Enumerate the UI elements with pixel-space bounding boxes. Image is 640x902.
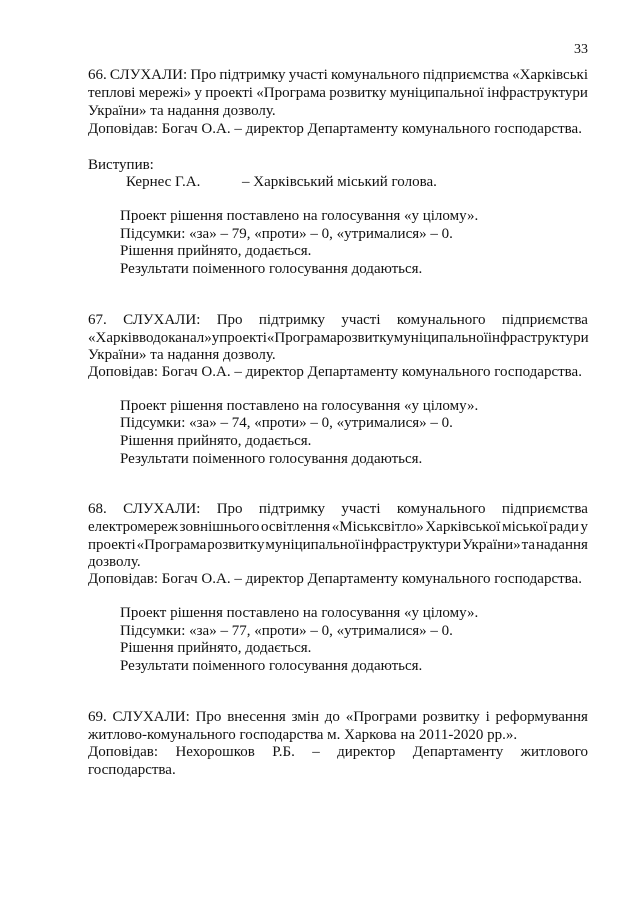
item-66-vote-line-1: Проект рішення поставлено на голосування «у цілому». (120, 208, 479, 224)
item-68-heading-line-3 (88, 536, 588, 554)
word: участі (341, 312, 381, 328)
word: СЛУХАЛИ: (112, 709, 190, 725)
word: інфраструктури (360, 537, 462, 553)
word: України» (462, 537, 521, 553)
word: участі (341, 501, 381, 517)
item-66-heading-line-2 (88, 84, 588, 102)
word: освітлення (261, 519, 331, 535)
word: Департаменту (412, 744, 504, 760)
word: реформування (495, 709, 588, 725)
item-66-vote-line-2: Підсумки: «за» – 79, «проти» – 0, «утрималися» – 0. (120, 226, 453, 242)
word: «Програма (256, 85, 326, 101)
word: підприємства (501, 312, 588, 328)
word: Р.Б. (272, 744, 295, 760)
item-66-speeches-label: Виступив: (88, 157, 154, 173)
word: «Міськсвітло» (331, 519, 424, 535)
word: інфраструктури (487, 330, 589, 346)
word: і (485, 709, 490, 725)
word: комунального (330, 67, 420, 83)
word: розвитку (207, 537, 265, 553)
word: Про (216, 501, 243, 517)
word: інфраструктури (487, 85, 588, 101)
word: внесення (227, 709, 286, 725)
word: у (580, 519, 588, 535)
item-67-vote-line-4: Результати поіменного голосування додаються. (120, 451, 423, 467)
word: ради (549, 519, 579, 535)
item-66-speaker-name: Кернес Г.А. (126, 174, 201, 190)
item-66-heading-line-1 (88, 66, 588, 84)
item-66-vote-line-4: Результати поіменного голосування додаються. (120, 261, 423, 277)
word: комунального (396, 501, 486, 517)
item-67-reporter: Доповідав: Богач О.А. – директор Департаменту комунального господарства. (88, 364, 582, 380)
word: Нехорошков (175, 744, 255, 760)
word: електромереж (88, 519, 179, 535)
word: муніципальної (393, 330, 488, 346)
word: 66. (88, 67, 107, 83)
word: СЛУХАЛИ: (123, 501, 201, 517)
word: комунального (396, 312, 486, 328)
item-67-heading-line-2 (88, 329, 588, 347)
word: підтримку (258, 312, 326, 328)
item-68-heading-line-1 (88, 500, 588, 518)
word: у (194, 85, 202, 101)
item-68-vote-line-2: Підсумки: «за» – 77, «проти» – 0, «утрималися» – 0. (120, 623, 453, 639)
item-67-vote-line-3: Рішення прийнято, додається. (120, 433, 312, 449)
word: директор (337, 744, 396, 760)
item-69-reporter (88, 743, 588, 761)
word: СЛУХАЛИ: (109, 67, 188, 83)
item-67-heading-line-3: України» та надання дозволу. (88, 347, 276, 363)
word: розвитку (422, 709, 480, 725)
item-69-reporter-cont: господарства. (88, 762, 176, 778)
item-68-reporter: Доповідав: Богач О.А. – директор Департаменту комунального господарства. (88, 571, 582, 587)
word: «Харківводоканал» (88, 330, 212, 346)
word: проекті (205, 85, 253, 101)
word: підтримку (219, 67, 286, 83)
word: Харківської (425, 519, 501, 535)
word: підтримку (258, 501, 326, 517)
item-67-heading-line-1 (88, 311, 588, 329)
word: 67. (88, 312, 107, 328)
word: до (324, 709, 340, 725)
item-68-heading-line-4: дозволу. (88, 554, 141, 570)
item-68-vote-line-1: Проект рішення поставлено на голосування «у цілому». (120, 605, 479, 621)
item-66-heading-line-3: України» та надання дозволу. (88, 103, 276, 119)
item-66-vote-line-3: Рішення прийнято, додається. (120, 243, 312, 259)
word: Доповідав: (88, 744, 159, 760)
word: участі (288, 67, 328, 83)
word: «Харківські (512, 67, 588, 83)
word: змін (291, 709, 319, 725)
word: мережі» (138, 85, 192, 101)
item-69-heading-line-1 (88, 708, 588, 726)
word: житлового (520, 744, 588, 760)
item-68-vote-line-4: Результати поіменного голосування додаються. (120, 658, 423, 674)
word: «Програми (345, 709, 417, 725)
word: муніципальної (389, 85, 484, 101)
word: Про (195, 709, 222, 725)
word: у (211, 330, 220, 346)
word: СЛУХАЛИ: (123, 312, 201, 328)
word: 68. (88, 501, 107, 517)
item-66-reporter: Доповідав: Богач О.А. – директор Департаменту комунального господарства. (88, 121, 582, 137)
word: Про (216, 312, 243, 328)
item-68-heading-line-2 (88, 518, 588, 536)
word: проекті (219, 330, 267, 346)
item-69-heading-line-2: житлово-комунального господарства м. Харкова на 2011-2020 рр.». (88, 727, 518, 743)
word: теплові (88, 85, 136, 101)
word: підприємства (501, 501, 588, 517)
word: проекті (88, 537, 136, 553)
page-number: 33 (574, 42, 588, 57)
item-68-vote-line-3: Рішення прийнято, додається. (120, 640, 312, 656)
item-66-speaker-role: – Харківський міський голова. (242, 174, 437, 190)
word: розвитку (336, 330, 394, 346)
word: муніципальної (265, 537, 360, 553)
word: підприємства (422, 67, 509, 83)
item-67-vote-line-2: Підсумки: «за» – 74, «проти» – 0, «утрималися» – 0. (120, 415, 453, 431)
word: надання (535, 537, 588, 553)
word: зовнішнього (179, 519, 260, 535)
word: розвитку (329, 85, 387, 101)
word: та (521, 537, 536, 553)
word: 69. (88, 709, 107, 725)
item-67-vote-line-1: Проект рішення поставлено на голосування «у цілому». (120, 398, 479, 414)
word: «Програма (136, 537, 207, 553)
word: Про (190, 67, 217, 83)
word: міської (502, 519, 548, 535)
word: – (312, 744, 320, 760)
word: «Програма (266, 330, 337, 346)
